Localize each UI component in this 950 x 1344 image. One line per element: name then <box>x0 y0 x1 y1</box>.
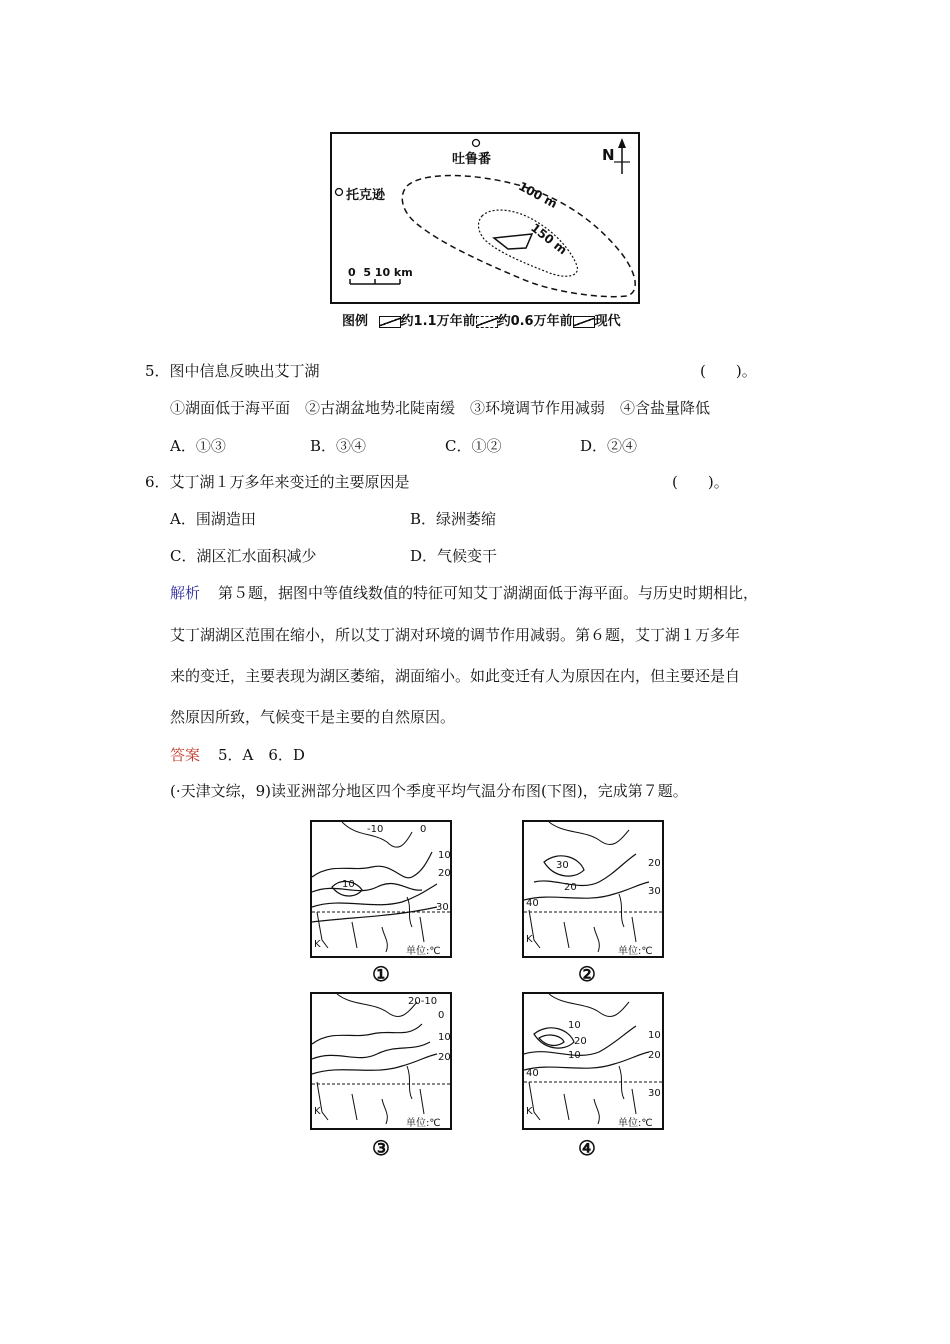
city-toksun: 托克逊 <box>346 188 386 203</box>
map1-label-2: 0 <box>420 824 427 835</box>
asia-map-4 <box>522 992 664 1130</box>
map2-label-4: 30 <box>648 886 661 897</box>
map4-label-7: 30 <box>648 1088 661 1099</box>
map4-label-4: 10 <box>648 1030 661 1041</box>
map1-unit: 单位:℃ <box>406 946 441 957</box>
legend-item-3: 现代 <box>594 314 621 329</box>
map4-k: K <box>526 1106 533 1117</box>
map3-label-4: 20 <box>438 1052 451 1063</box>
map1-label-4: 10 <box>438 850 451 861</box>
q5-option-a[interactable]: A．①③ <box>170 437 226 455</box>
map1-label-3: 10 <box>342 879 355 890</box>
asia-map-2-drawing <box>524 822 662 956</box>
legend-title: 图例 <box>342 314 369 329</box>
map2-label-5: 40 <box>526 898 539 909</box>
contour-150-label: 150 m <box>528 220 570 258</box>
analysis-line-1: 第５题，据图中等值线数值的特征可知艾丁湖湖面低于海平面。与历史时期相比， <box>218 584 759 602</box>
map1-label-5: 20 <box>438 868 451 879</box>
map2-label-1: 30 <box>556 860 569 871</box>
scale-label: 0 5 10 km <box>348 266 413 279</box>
q5-paren: ( )。 <box>700 362 757 380</box>
answer-label: 答案 <box>170 746 201 764</box>
q7-intro: (·天津文综，9)读亚洲部分地区四个季度平均气温分布图(下图)，完成第７题。 <box>170 782 688 800</box>
q5-option-c[interactable]: C．①② <box>445 437 502 455</box>
contour-100-label: 100 m <box>516 179 560 211</box>
q5-stem: 5．图中信息反映出艾丁湖 <box>145 362 320 380</box>
asia-map-3-caption: ③ <box>372 1136 390 1160</box>
asia-map-1-caption: ① <box>372 962 390 986</box>
legend-swatch-1 <box>379 316 401 328</box>
q6-option-a[interactable]: A．围湖造田 <box>170 510 256 528</box>
map4-label-6: 40 <box>526 1068 539 1079</box>
asia-map-3-drawing <box>312 994 450 1128</box>
analysis-line-3: 来的变迁，主要表现为湖区萎缩，湖面缩小。如此变迁有人为原因在内，但主要还是自 <box>170 667 741 685</box>
q5-option-d[interactable]: D．②④ <box>580 437 638 455</box>
map1-label-1: -10 <box>367 824 384 835</box>
map4-label-2: 20 <box>574 1036 587 1047</box>
map3-unit: 单位:℃ <box>406 1118 441 1129</box>
legend-swatch-3 <box>573 316 595 328</box>
asia-map-1-drawing <box>312 822 450 956</box>
asia-map-2 <box>522 820 664 958</box>
q6-option-b[interactable]: B．绿洲萎缩 <box>410 510 497 528</box>
asia-map-2-caption: ② <box>578 962 596 986</box>
answer-text: 5．A 6．D <box>218 746 305 764</box>
map1-label-6: 30 <box>436 902 449 913</box>
q6-stem: 6．艾丁湖１万多年来变迁的主要原因是 <box>145 473 410 491</box>
analysis-line-2: 艾丁湖湖区范围在缩小，所以艾丁湖对环境的调节作用减弱。第６题，艾丁湖１万多年 <box>170 626 741 644</box>
map2-unit: 单位:℃ <box>618 946 653 957</box>
analysis-label: 解析 <box>170 584 201 602</box>
map2-label-3: 20 <box>648 858 661 869</box>
q5-statements: ①湖面低于海平面 ②古湖盆地势北陡南缓 ③环境调节作用减弱 ④含盐量降低 <box>170 399 711 417</box>
north-label: N <box>602 146 615 164</box>
asia-map-4-caption: ④ <box>578 1136 596 1160</box>
aiding-lake-map <box>330 132 640 304</box>
map4-label-1: 10 <box>568 1020 581 1031</box>
q6-paren: ( )。 <box>672 473 729 491</box>
legend-item-2: 约0.6万年前 <box>497 314 573 329</box>
asia-map-1 <box>310 820 452 958</box>
q5-option-b[interactable]: B．③④ <box>310 437 367 455</box>
map4-label-3: 10 <box>568 1050 581 1061</box>
map3-k: K <box>314 1106 321 1117</box>
asia-map-3 <box>310 992 452 1130</box>
asia-map-4-drawing <box>524 994 662 1128</box>
analysis-line-4: 然原因所致，气候变干是主要的自然原因。 <box>170 708 456 726</box>
map4-label-5: 20 <box>648 1050 661 1061</box>
q6-option-c[interactable]: C．湖区汇水面积减少 <box>170 547 317 565</box>
map3-label-3: 10 <box>438 1032 451 1043</box>
map1-k: K <box>314 939 321 950</box>
legend-swatch-2 <box>476 316 498 328</box>
q6-option-d[interactable]: D．气候变干 <box>410 547 498 565</box>
map3-label-1: 20-10 <box>408 996 438 1007</box>
map2-label-2: 20 <box>564 882 577 893</box>
map3-label-2: 0 <box>438 1010 445 1021</box>
lake-map-legend <box>342 310 621 329</box>
map2-k: K <box>526 934 533 945</box>
city-turpan: 吐鲁番 <box>452 152 492 167</box>
map4-unit: 单位:℃ <box>618 1118 653 1129</box>
legend-item-1: 约1.1万年前 <box>400 314 476 329</box>
